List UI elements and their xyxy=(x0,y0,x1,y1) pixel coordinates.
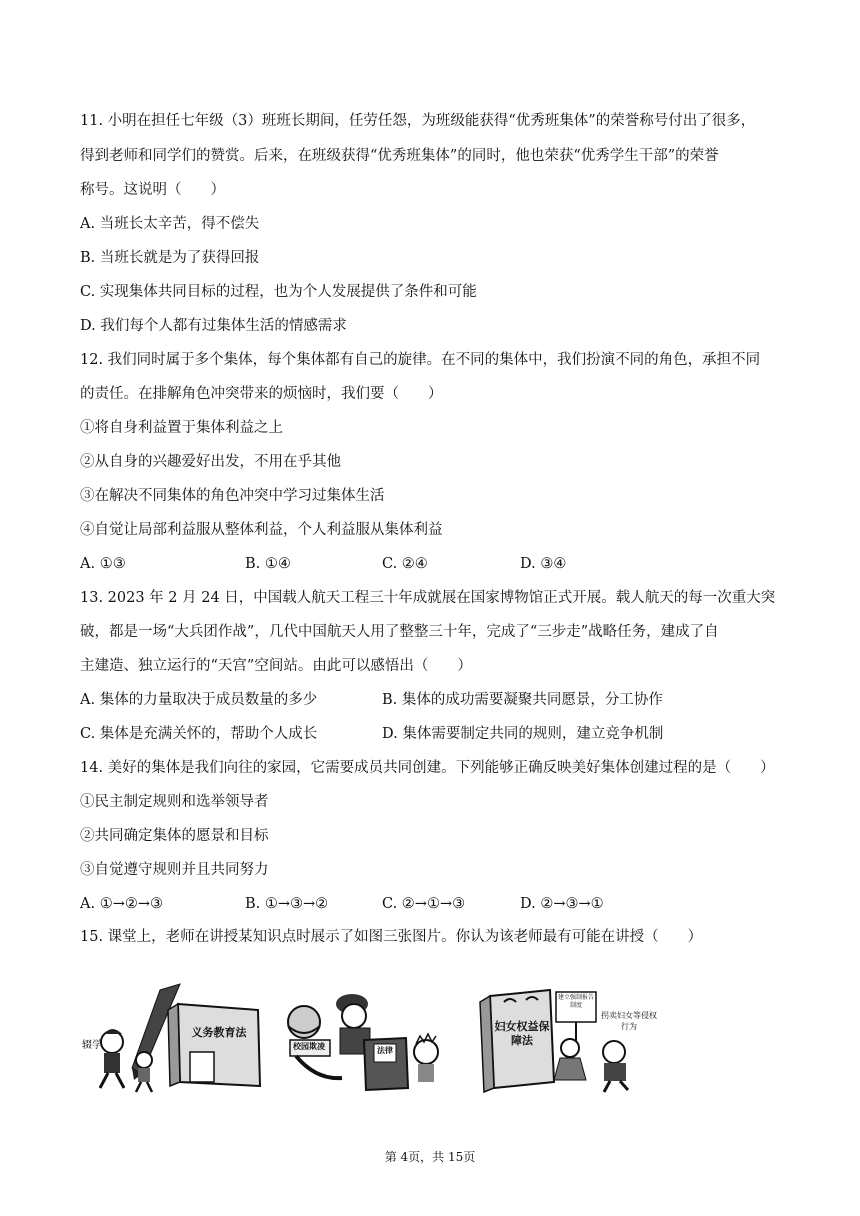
q11-option-a: A. 当班长太辛苦，得不偿失 xyxy=(80,216,260,232)
q11-option-b: B. 当班长就是为了获得回报 xyxy=(80,250,260,266)
q12-statement-1: ①将自身利益置于集体利益之上 xyxy=(80,420,283,436)
q11-stem-line-1: 11. 小明在担任七年级（3）班班长期间，任劳任怨，为班级能获得“优秀班集体”的荣誉称号付出了很多， xyxy=(80,113,756,129)
q12-option-c: C. ②④ xyxy=(382,556,428,572)
q12-option-b: B. ①④ xyxy=(245,556,291,572)
q12-stem-line-2: 的责任。在排解角色冲突带来的烦恼时，我们要（ ） xyxy=(80,386,443,402)
q11-stem-line-3: 称号。这说明（ ） xyxy=(80,182,225,198)
q11-stem-line-2: 得到老师和同学们的赞赏。后来，在班级获得“优秀班集体”的同时，他也荣获“优秀学生干部”的荣誉 xyxy=(80,148,719,164)
cartoon-compulsory-education xyxy=(80,982,270,1094)
q12-statement-4: ④自觉让局部利益服从整体利益，个人利益服从集体利益 xyxy=(80,522,443,538)
cartoon-women-rights xyxy=(464,982,660,1094)
cartoon-2-drawing xyxy=(276,982,446,1094)
cartoon-2-book-label: 法律 xyxy=(377,1046,393,1055)
q14-option-c: C. ②→①→③ xyxy=(382,896,466,912)
q12-option-d: D. ③④ xyxy=(520,556,567,572)
q14-option-a: A. ①→②→③ xyxy=(80,896,163,912)
q12-stem-line-1: 12. 我们同时属于多个集体，每个集体都有自己的旋律。在不同的集体中，我们扮演不同的角色，承担不同 xyxy=(80,352,761,368)
q13-stem-line-3: 主建造、独立运行的“天宫”空间站。由此可以感悟出（ ） xyxy=(80,658,472,674)
q13-option-d: D. 集体需要制定共同的规则，建立竞争机制 xyxy=(382,726,664,742)
cartoon-3-book-title: 妇女权益保障法 xyxy=(494,1020,550,1047)
cartoon-school-bullying xyxy=(276,982,446,1094)
q15-stem-line-1: 15. 课堂上，老师在讲授某知识点时展示了如图三张图片。你认为该老师最有可能在讲授（ ） xyxy=(80,929,703,945)
q14-statement-1: ①民主制定规则和选举领导者 xyxy=(80,794,269,810)
q14-option-d: D. ②→③→① xyxy=(520,896,604,912)
q13-option-b: B. 集体的成功需要凝聚共同愿景，分工协作 xyxy=(382,692,663,708)
cartoon-3-sign: 建立强制报告制度 xyxy=(557,994,594,1009)
cartoon-1-book-title: 义务教育法 xyxy=(191,1026,247,1039)
q12-statement-2: ②从自身的兴趣爱好出发，不用在乎其他 xyxy=(80,454,341,470)
q12-statement-3: ③在解决不同集体的角色冲突中学习过集体生活 xyxy=(80,488,385,504)
q14-stem-line-1: 14. 美好的集体是我们向往的家园，它需要成员共同创建。下列能够正确反映美好集体创建过程的是（ ） xyxy=(80,760,775,776)
q13-option-c: C. 集体是充满关怀的，帮助个人成长 xyxy=(80,726,318,742)
q14-statement-3: ③自觉遵守规则并且共同努力 xyxy=(80,862,269,878)
q12-option-a: A. ①③ xyxy=(80,556,126,572)
q14-option-b: B. ①→③→② xyxy=(245,896,329,912)
q11-option-d: D. 我们每个人都有过集体生活的情感需求 xyxy=(80,318,347,334)
q15-pictures xyxy=(80,982,660,1094)
cartoon-3-note: 拐卖妇女等侵权行为 xyxy=(601,1011,657,1031)
q13-option-a: A. 集体的力量取决于成员数量的多少 xyxy=(80,692,318,708)
cartoon-2-club-label: 校园欺凌 xyxy=(293,1042,325,1051)
q13-stem-line-1: 13. 2023 年 2 月 24 日，中国载人航天工程三十年成就展在国家博物馆正式开展。载人航天的每一次重大突 xyxy=(80,590,776,606)
q14-statement-2: ②共同确定集体的愿景和目标 xyxy=(80,828,269,844)
page-footer: 第 4页，共 15页 xyxy=(384,1150,476,1164)
q11-option-c: C. 实现集体共同目标的过程，也为个人发展提供了条件和可能 xyxy=(80,284,477,300)
q13-stem-line-2: 破，都是一场“大兵团作战”，几代中国航天人用了整整三十年，完成了“三步走”战略任务，建成了自 xyxy=(80,624,719,640)
cartoon-1-label-dropout: 辍学 xyxy=(82,1040,102,1051)
